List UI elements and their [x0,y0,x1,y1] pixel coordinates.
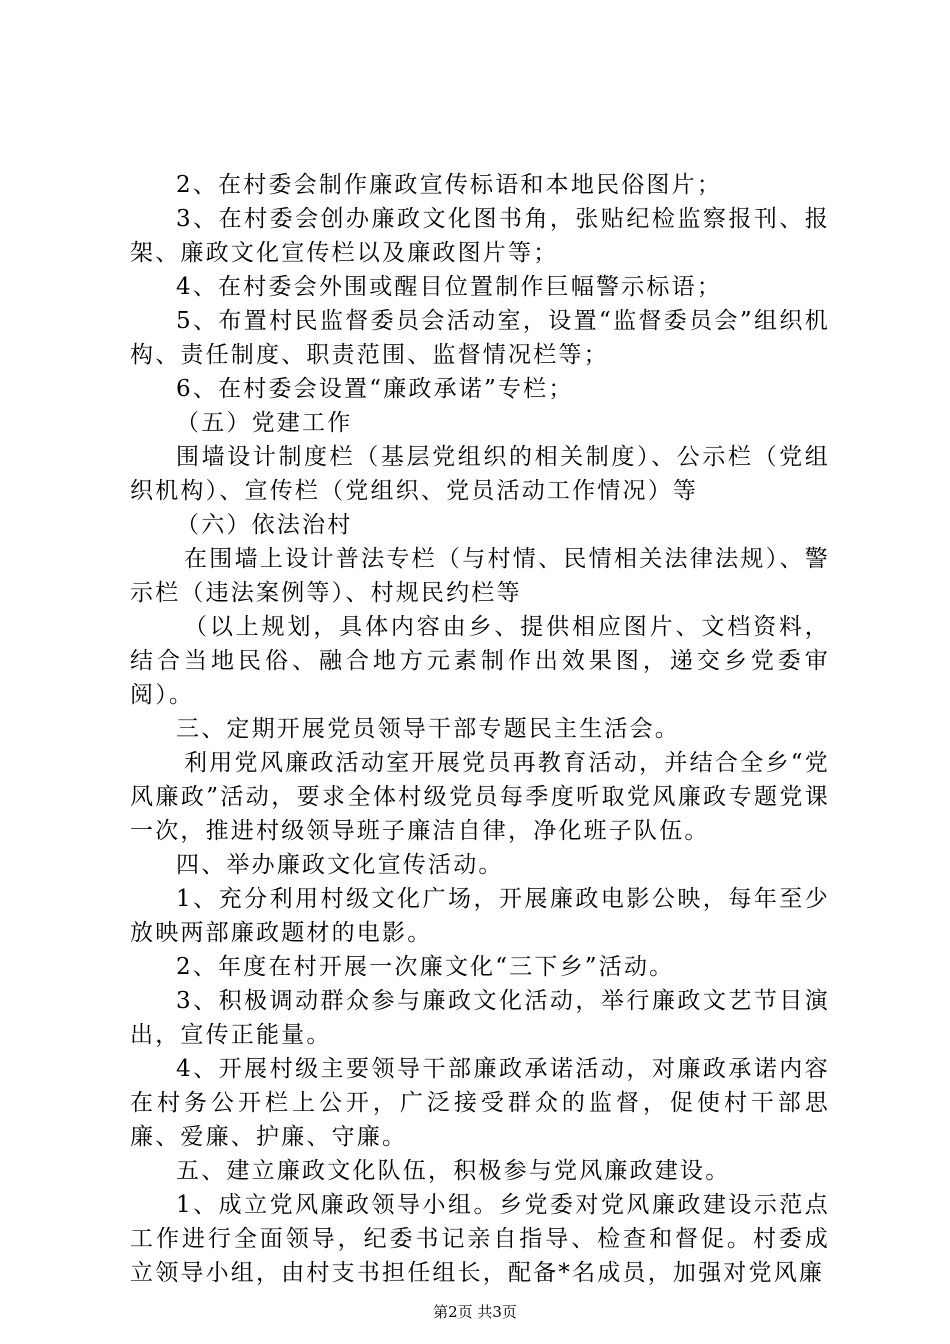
paragraph: 四、举办廉政文化宣传活动。 [176,852,504,878]
paragraph: （以上规划，具体内容由乡、提供相应图片、文档资料，结合当地民俗、融合地方元素制作出效果图，递交乡党委审阅）。 [130,614,830,708]
paragraph: 围墙设计制度栏（基层党组织的相关制度）、公示栏（党组织机构）、宣传栏（党组织、党员活动工作情况）等 [130,444,830,504]
paragraph: （六）依法治村 [176,512,353,538]
paragraph: 1、充分利用村级文化广场，开展廉政电影公映，每年至少放映两部廉政题材的电影。 [130,886,830,946]
paragraph: 3、在村委会创办廉政文化图书角，张贴纪检监察报刊、报架、廉政文化宣传栏以及廉政图片等； [130,206,830,266]
paragraph: （五）党建工作 [176,410,353,436]
paragraph: 1、成立党风廉政领导小组。乡党委对党风廉政建设示范点工作进行全面领导，纪委书记亲自指导、检查和督促。村委成立领导小组，由村支书担任组长，配备*名成员，加强对党风廉 [130,1192,830,1286]
paragraph: 三、定期开展党员领导干部专题民主生活会。 [176,716,680,742]
page-footer: 第2页 共3页 [433,1303,517,1321]
paragraph: 3、积极调动群众参与廉政文化活动，举行廉政文艺节目演出，宣传正能量。 [130,988,830,1048]
paragraph: 2、在村委会制作廉政宣传标语和本地民俗图片； [176,172,723,198]
paragraph: 6、在村委会设置“廉政承诺”专栏； [176,376,574,402]
paragraph: 利用党风廉政活动室开展党员再教育活动，并结合全乡“党风廉政”活动，要求全体村级党员每季度听取党风廉政专题党课一次，推进村级领导班子廉洁自律，净化班子队伍。 [130,750,830,844]
paragraph: 在围墙上设计普法专栏（与村情、民情相关法律法规）、警示栏（违法案例等）、村规民约栏等 [130,546,830,606]
document-body [130,168,830,1290]
paragraph: 5、布置村民监督委员会活动室，设置“监督委员会”组织机构、责任制度、职责范围、监督情况栏等； [130,308,830,368]
paragraph: 五、建立廉政文化队伍，积极参与党风廉政建设。 [176,1158,731,1184]
paragraph: 2、年度在村开展一次廉文化“三下乡”活动。 [176,954,675,980]
paragraph: 4、开展村级主要领导干部廉政承诺活动，对廉政承诺内容在村务公开栏上公开，广泛接受群众的监督，促使村干部思廉、爱廉、护廉、守廉。 [130,1056,830,1150]
paragraph: 4、在村委会外围或醒目位置制作巨幅警示标语； [176,274,723,300]
